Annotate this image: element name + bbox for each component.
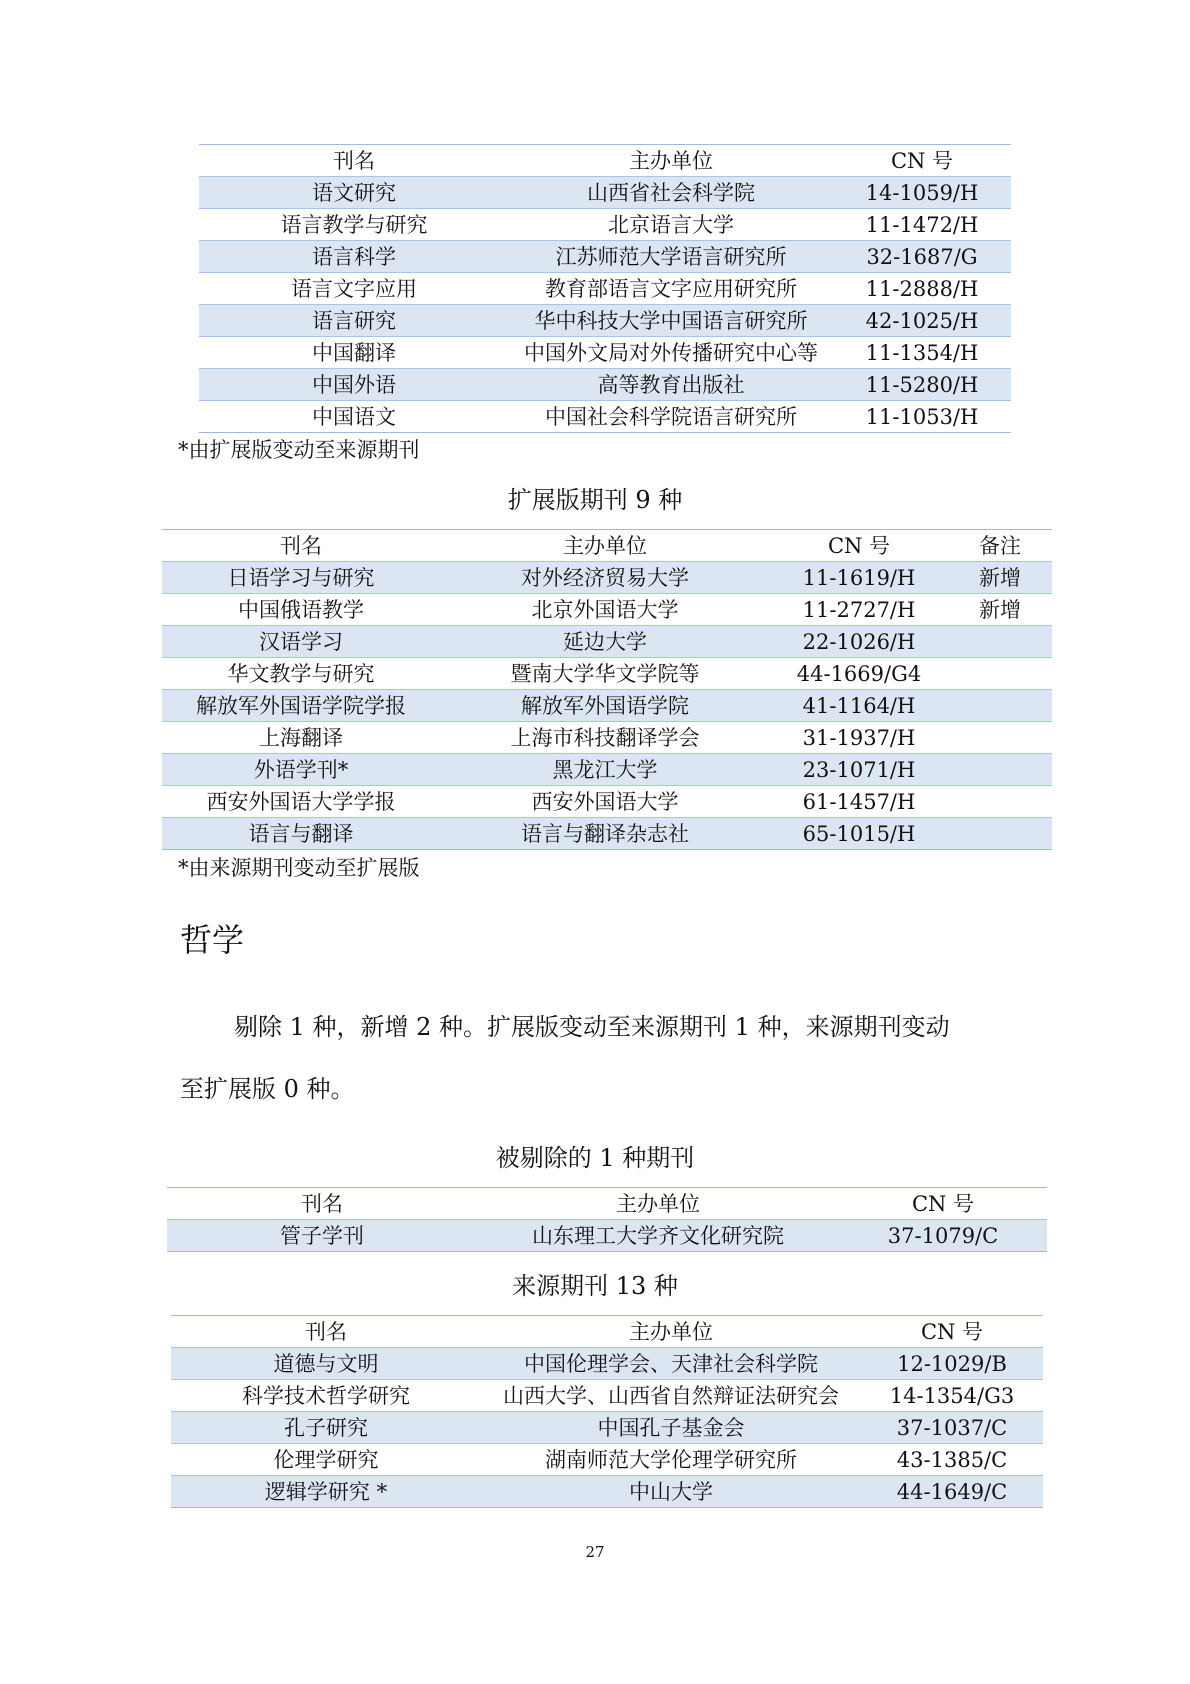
cell-sponsor: 延边大学 bbox=[563, 629, 647, 654]
cell-sponsor: 山西省社会科学院 bbox=[587, 180, 755, 205]
table-row bbox=[199, 209, 1011, 241]
cell-sponsor: 语言与翻译杂志社 bbox=[521, 821, 689, 846]
cell-remark bbox=[948, 722, 1052, 754]
cell-cn: 32-1687/G bbox=[866, 244, 978, 269]
table-row bbox=[162, 562, 1052, 594]
section-heading: 哲学 bbox=[180, 921, 245, 959]
table-3 bbox=[167, 1187, 1047, 1252]
table-row bbox=[162, 690, 1052, 722]
table-1-note: *由扩展版变动至来源期刊 bbox=[178, 438, 420, 462]
table-header-row bbox=[162, 530, 1052, 562]
cell-cn: 61-1457/H bbox=[802, 789, 916, 814]
header-sponsor: 主办单位 bbox=[629, 148, 713, 173]
cell-remark bbox=[948, 754, 1052, 786]
section-paragraph-line-1: 剔除 1 种，新增 2 种。扩展版变动至来源期刊 1 种，来源期刊变动 bbox=[234, 1013, 950, 1041]
cell-journal: 日语学习与研究 bbox=[227, 565, 375, 590]
cell-journal: 中国俄语教学 bbox=[238, 597, 364, 622]
cell-journal: 伦理学研究 bbox=[273, 1447, 379, 1472]
header-sponsor: 主办单位 bbox=[563, 533, 647, 558]
cell-sponsor: 中国社会科学院语言研究所 bbox=[545, 404, 797, 429]
table-row bbox=[167, 1220, 1047, 1252]
table-2-caption: 扩展版期刊 9 种 bbox=[507, 486, 683, 514]
cell-cn: 37-1037/C bbox=[896, 1415, 1008, 1440]
cell-cn: 11-1472/H bbox=[865, 212, 979, 237]
page-number: 27 bbox=[585, 1543, 605, 1561]
cell-sponsor: 解放军外国语学院 bbox=[521, 693, 689, 718]
cell-sponsor: 山西大学、山西省自然辩证法研究会 bbox=[503, 1383, 839, 1408]
table-row bbox=[162, 818, 1052, 850]
cell-journal: 外语学刊* bbox=[253, 757, 349, 782]
table-2 bbox=[162, 529, 1052, 850]
cell-journal: 科学技术哲学研究 bbox=[242, 1383, 410, 1408]
cell-journal: 上海翻译 bbox=[259, 725, 343, 750]
table-header-row bbox=[171, 1316, 1043, 1348]
table-row bbox=[171, 1444, 1043, 1476]
cell-sponsor: 华中科技大学中国语言研究所 bbox=[534, 308, 808, 333]
table-2-note: *由来源期刊变动至扩展版 bbox=[178, 856, 420, 880]
cell-journal: 语言文字应用 bbox=[291, 276, 417, 301]
cell-cn: 44-1649/C bbox=[896, 1479, 1008, 1504]
table-row bbox=[162, 658, 1052, 690]
cell-sponsor: 山东理工大学齐文化研究院 bbox=[532, 1223, 784, 1248]
cell-journal: 道德与文明 bbox=[273, 1351, 379, 1376]
cell-journal: 语文研究 bbox=[312, 180, 396, 205]
cell-cn: 22-1026/H bbox=[802, 629, 916, 654]
table-4 bbox=[171, 1315, 1043, 1508]
cell-journal: 西安外国语大学学报 bbox=[206, 789, 396, 814]
cell-journal: 管子学刊 bbox=[280, 1223, 364, 1248]
cell-sponsor: 中国外文局对外传播研究中心等 bbox=[524, 340, 818, 365]
table-1 bbox=[199, 144, 1011, 433]
cell-journal: 中国翻译 bbox=[312, 340, 396, 365]
header-journal-name: 刊名 bbox=[305, 1319, 347, 1344]
cell-sponsor: 黑龙江大学 bbox=[552, 757, 658, 782]
table-header-row bbox=[199, 145, 1011, 177]
table-row bbox=[162, 626, 1052, 658]
header-journal-name: 刊名 bbox=[301, 1191, 343, 1216]
header-journal-name: 刊名 bbox=[333, 148, 375, 173]
header-remarks: 备注 bbox=[979, 533, 1021, 558]
table-row bbox=[171, 1412, 1043, 1444]
cell-cn: 11-1619/H bbox=[802, 565, 916, 590]
cell-sponsor: 北京语言大学 bbox=[608, 212, 734, 237]
cell-journal: 华文教学与研究 bbox=[227, 661, 375, 686]
header-cn-number: CN 号 bbox=[920, 1319, 984, 1344]
cell-cn: 11-5280/H bbox=[865, 372, 979, 397]
cell-cn: 41-1164/H bbox=[802, 693, 916, 718]
cell-journal: 汉语学习 bbox=[259, 629, 343, 654]
table-row bbox=[162, 754, 1052, 786]
cell-remark bbox=[948, 658, 1052, 690]
table-3-caption: 被剔除的 1 种期刊 bbox=[495, 1144, 695, 1172]
cell-journal: 逻辑学研究 * bbox=[264, 1479, 388, 1504]
cell-sponsor: 湖南师范大学伦理学研究所 bbox=[545, 1447, 797, 1472]
cell-sponsor: 对外经济贸易大学 bbox=[521, 565, 689, 590]
table-row bbox=[199, 241, 1011, 273]
cell-sponsor: 中山大学 bbox=[629, 1479, 713, 1504]
table-4-caption: 来源期刊 13 种 bbox=[512, 1272, 678, 1300]
table-row bbox=[162, 594, 1052, 626]
cell-journal: 语言研究 bbox=[312, 308, 396, 333]
cell-cn: 65-1015/H bbox=[802, 821, 916, 846]
table-row bbox=[162, 786, 1052, 818]
cell-remark: 新增 bbox=[979, 565, 1021, 590]
cell-journal: 语言与翻译 bbox=[248, 821, 354, 846]
header-sponsor: 主办单位 bbox=[629, 1319, 713, 1344]
table-row bbox=[199, 273, 1011, 305]
cell-cn: 37-1079/C bbox=[887, 1223, 999, 1248]
cell-cn: 44-1669/G4 bbox=[796, 661, 922, 686]
table-row bbox=[171, 1476, 1043, 1508]
cell-cn: 23-1071/H bbox=[802, 757, 916, 782]
cell-remark bbox=[948, 690, 1052, 722]
cell-cn: 11-2727/H bbox=[802, 597, 916, 622]
table-row bbox=[199, 401, 1011, 433]
table-row bbox=[199, 177, 1011, 209]
cell-cn: 11-1354/H bbox=[865, 340, 979, 365]
cell-sponsor: 暨南大学华文学院等 bbox=[510, 661, 700, 686]
cell-cn: 14-1354/G3 bbox=[889, 1383, 1015, 1408]
section-paragraph-line-2: 至扩展版 0 种。 bbox=[180, 1075, 355, 1103]
cell-sponsor: 教育部语言文字应用研究所 bbox=[545, 276, 797, 301]
cell-remark bbox=[948, 818, 1052, 850]
cell-sponsor: 高等教育出版社 bbox=[597, 372, 745, 397]
table-row bbox=[162, 722, 1052, 754]
cell-sponsor: 上海市科技翻译学会 bbox=[510, 725, 700, 750]
cell-cn: 12-1029/B bbox=[897, 1351, 1007, 1376]
header-cn-number: CN 号 bbox=[911, 1191, 975, 1216]
header-cn-number: CN 号 bbox=[890, 148, 954, 173]
table-row bbox=[199, 305, 1011, 337]
cell-remark bbox=[948, 786, 1052, 818]
cell-sponsor: 中国孔子基金会 bbox=[597, 1415, 745, 1440]
table-row bbox=[199, 337, 1011, 369]
cell-journal: 语言教学与研究 bbox=[280, 212, 428, 237]
cell-journal: 语言科学 bbox=[312, 244, 396, 269]
table-header-row bbox=[167, 1188, 1047, 1220]
cell-sponsor: 中国伦理学会、天津社会科学院 bbox=[524, 1351, 818, 1376]
cell-remark bbox=[948, 626, 1052, 658]
cell-journal: 中国语文 bbox=[312, 404, 396, 429]
cell-cn: 31-1937/H bbox=[802, 725, 916, 750]
cell-journal: 孔子研究 bbox=[284, 1415, 368, 1440]
cell-sponsor: 西安外国语大学 bbox=[531, 789, 679, 814]
cell-cn: 11-2888/H bbox=[865, 276, 979, 301]
header-cn-number: CN 号 bbox=[827, 533, 891, 558]
cell-sponsor: 北京外国语大学 bbox=[531, 597, 679, 622]
cell-cn: 42-1025/H bbox=[865, 308, 979, 333]
header-journal-name: 刊名 bbox=[280, 533, 322, 558]
table-row bbox=[199, 369, 1011, 401]
cell-cn: 43-1385/C bbox=[896, 1447, 1008, 1472]
cell-journal: 中国外语 bbox=[312, 372, 396, 397]
table-row bbox=[171, 1348, 1043, 1380]
cell-cn: 14-1059/H bbox=[865, 180, 979, 205]
cell-journal: 解放军外国语学院学报 bbox=[196, 693, 406, 718]
header-sponsor: 主办单位 bbox=[616, 1191, 700, 1216]
cell-cn: 11-1053/H bbox=[865, 404, 979, 429]
cell-sponsor: 江苏师范大学语言研究所 bbox=[555, 244, 787, 269]
cell-remark: 新增 bbox=[979, 597, 1021, 622]
table-row bbox=[171, 1380, 1043, 1412]
